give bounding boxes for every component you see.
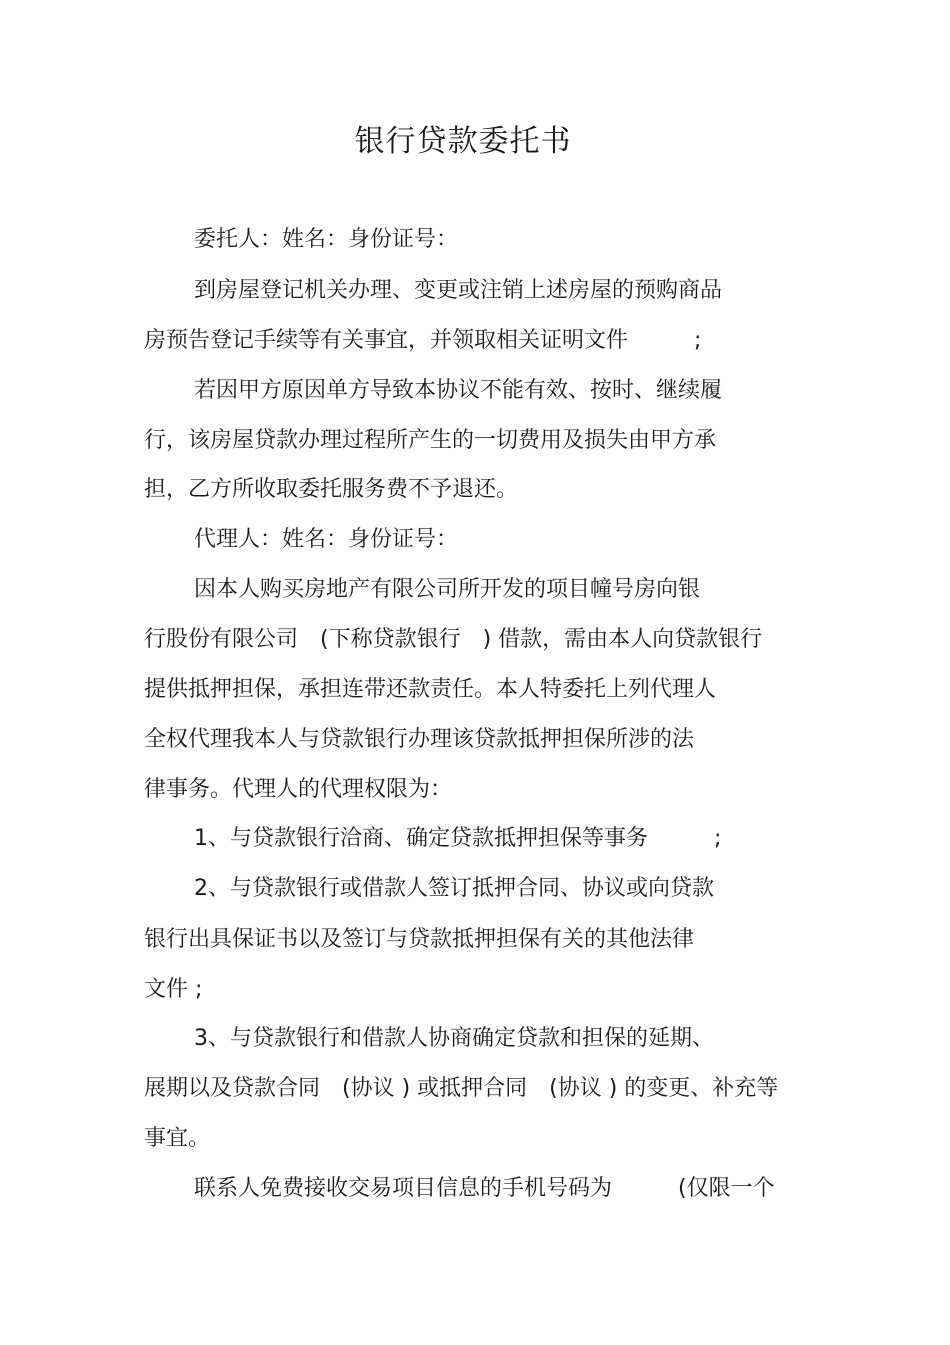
paragraph-line: 若因甲方原因单方导致本协议不能有效、按时、继续履 [194,378,723,403]
document-title: 银行贷款委托书 [354,124,572,159]
paragraph-line: 银行出具保证书以及签订与贷款抵押担保有关的其他法律 [144,927,695,952]
paragraph-line: 事宜。 [144,1126,211,1151]
paragraph-line: 房预告登记手续等有关事宜，并领取相关证明文件 ; [144,328,702,353]
paragraph-line: 行股份有限公司 (下称贷款银行 ) 借款，需由本人向贷款银行 [144,627,763,652]
paragraph-line: 因本人购买房地产有限公司所开发的项目幢号房向银 [194,577,701,602]
paragraph-line: 联系人免费接收交易项目信息的手机号码为 (仅限一个 [194,1176,775,1201]
paragraph-line: 代理人：姓名：身份证号： [194,527,459,552]
paragraph-line: 提供抵押担保，承担连带还款责任。本人特委托上列代理人 [144,677,717,702]
paragraph-line: 文件 ; [144,977,203,1002]
paragraph-line: 2、与贷款银行或借款人签订抵押合同、协议或向贷款 [194,876,714,901]
paragraph-line: 到房屋登记机关办理、变更或注销上述房屋的预购商品 [194,278,723,303]
paragraph-line: 担，乙方所收取委托服务费不予退还。 [144,477,519,502]
paragraph-line: 行，该房屋贷款办理过程所产生的一切费用及损失由甲方承 [144,428,717,453]
paragraph-line: 委托人：姓名：身份证号： [194,227,459,252]
paragraph-line: 全权代理我本人与贷款银行办理该贷款抵押担保所涉的法 [144,727,695,752]
paragraph-line: 3、与贷款银行和借款人协商确定贷款和担保的延期、 [194,1026,714,1051]
paragraph-line: 1、与贷款银行洽商、确定贷款抵押担保等事务 ; [194,826,722,851]
paragraph-line: 展期以及贷款合同 (协议 ) 或抵押合同 (协议 ) 的变更、补充等 [144,1076,779,1101]
paragraph-line: 律事务。代理人的代理权限为： [144,777,453,802]
